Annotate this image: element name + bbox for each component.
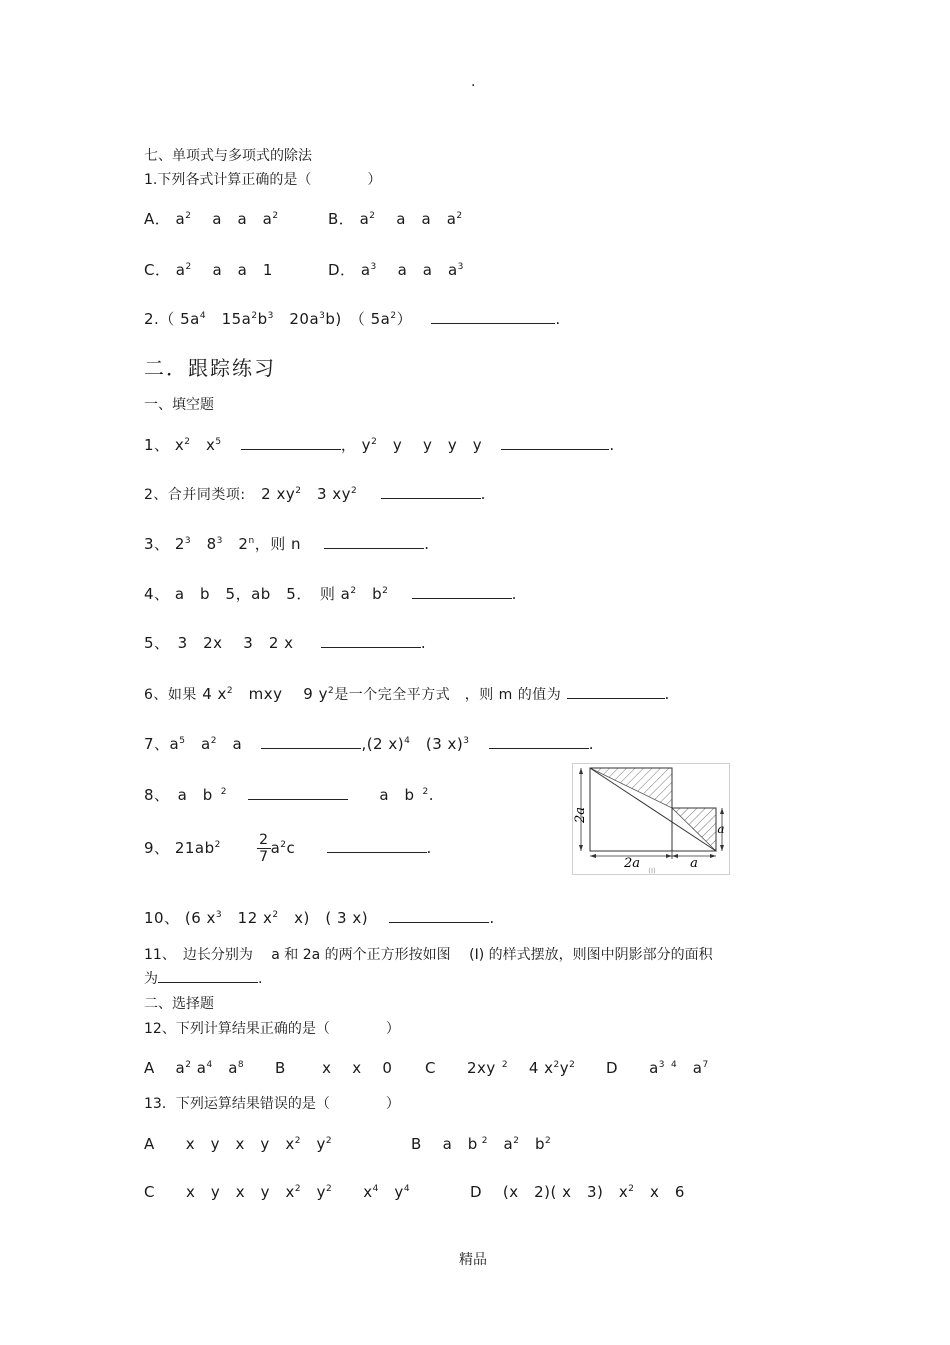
q13-option-b: B a b $^2$ $a^2$ $b^2$	[411, 1135, 552, 1153]
fill-question-1: 1、 $x^2$ $x^5$ ， $y^2$ y y y y .	[144, 436, 615, 454]
answer-blank[interactable]	[321, 633, 421, 648]
answer-blank[interactable]	[261, 734, 361, 749]
figure-caption: (I)	[648, 867, 656, 875]
fill-question-3: 3、 $2^3$ $8^3$ 2$^n$，则 n .	[144, 535, 430, 553]
answer-blank[interactable]	[327, 838, 427, 853]
shaded-region-top	[590, 768, 672, 808]
fill-question-8: 8、 a b $^2$ a b $^2$.	[144, 786, 435, 804]
section-7-title: 七、单项式与多项式的除法	[144, 148, 312, 164]
fill-question-4: 4、 a b 5，ab 5． 则 $a^2$ $b^2$ .	[144, 585, 517, 603]
fraction: $\frac{2}{7}$	[259, 832, 269, 865]
fill-question-6: 6、如果 4 $x^2$ mxy 9 $y^2$是一个完全平方式 ，则 m 的值为 .	[144, 685, 670, 703]
shaded-region-right	[672, 808, 716, 851]
question-2: 2.（ $5a^4$ $15a^2b^3$ $20a^3b$) （ $5a^2$） .	[144, 310, 561, 328]
answer-blank[interactable]	[381, 484, 481, 499]
q13-option-c: C x y x y $x^2$ $y^2$ $x^4$ $y^4$	[144, 1183, 411, 1201]
squares-figure	[572, 763, 730, 875]
answer-blank[interactable]	[567, 684, 665, 699]
fill-question-11: 11、 边长分别为 a 和 2a 的两个正方形按如图 (I) 的样式摆放，则图中阴影部分的面积	[144, 947, 713, 963]
answer-blank[interactable]	[248, 785, 348, 800]
header-dot: .	[471, 74, 476, 90]
answer-blank[interactable]	[324, 534, 424, 549]
q12-option-c: C 2xy $^2$ 4 $x^2y^2$	[425, 1059, 576, 1077]
footer-label: 精品	[459, 1252, 487, 1268]
choice-section-title: 二、选择题	[144, 996, 214, 1012]
answer-blank[interactable]	[241, 435, 341, 450]
fill-question-2: 2、合并同类项: 2 $xy^2$ 3 $xy^2$ .	[144, 485, 486, 503]
fill-question-10: 10、 (6 $x^3$ 12 $x^2$ x) ( 3 x) .	[144, 909, 495, 927]
question-1: 1.下列各式计算正确的是（ ）	[144, 172, 382, 188]
label-right: a	[717, 822, 725, 836]
fill-section-title: 一、填空题	[144, 397, 214, 413]
q12-option-a: A $a^2$ $a^4$ $a^8$	[144, 1059, 245, 1077]
q13-option-d: D (x 2)( x 3) $x^2$ x 6	[470, 1183, 685, 1201]
answer-blank[interactable]	[431, 309, 555, 324]
answer-blank[interactable]	[158, 968, 258, 983]
label-bottom-left: 2a	[623, 856, 641, 871]
q12-option-b: B x x 0	[275, 1059, 393, 1077]
option-a: A． $a^2$ a a $a^2$	[144, 210, 279, 228]
fill-question-11-cont: 为 .	[144, 968, 262, 988]
question-13: 13．下列运算结果错误的是（ ）	[144, 1096, 400, 1112]
fill-question-5: 5、 3 2x 3 2 x .	[144, 634, 427, 652]
answer-blank[interactable]	[489, 734, 589, 749]
fill-question-7: 7、$a^5$ $a^2$ a ,(2 x)$^4$ (3 x)$^3$ .	[144, 735, 595, 753]
answer-blank[interactable]	[412, 584, 512, 599]
answer-blank[interactable]	[501, 435, 609, 450]
q12-option-d: D $a^3$ $^4$ $a^7$	[606, 1059, 709, 1077]
fill-question-9: 9、 $21ab^2$ $\frac{2}{7}$ $a^2c$ .	[144, 832, 432, 865]
option-b: B． $a^2$ a a $a^2$	[328, 210, 463, 228]
q13-option-a: A x y x y $x^2$ $y^2$	[144, 1135, 333, 1153]
question-12: 12、下列计算结果正确的是（ ）	[144, 1021, 400, 1037]
part-2-title: 二．跟踪练习	[144, 356, 276, 380]
label-left: 2a	[573, 806, 588, 824]
answer-blank[interactable]	[389, 908, 489, 923]
option-d: D． $a^3$ a a $a^3$	[328, 261, 464, 279]
label-bottom-right: a	[690, 856, 698, 871]
option-c: C． $a^2$ a a 1	[144, 261, 273, 279]
